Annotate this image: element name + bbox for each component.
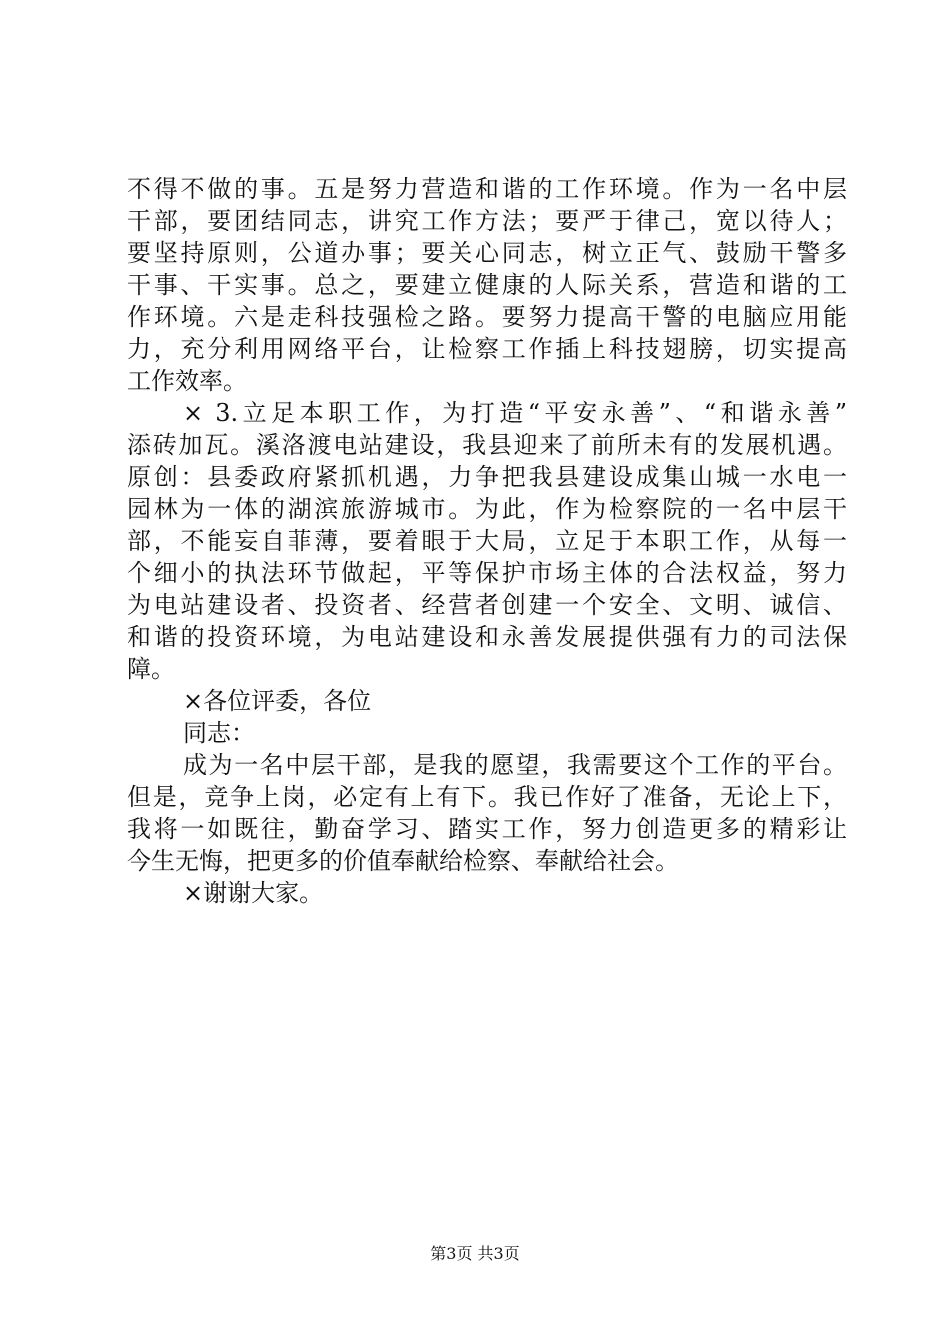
text-line: 干部，要团结同志，讲究工作方法；要严于律己，宽以待人； bbox=[127, 207, 847, 235]
text-line: 障。 bbox=[127, 655, 175, 683]
body-text bbox=[127, 173, 847, 909]
text-line: 要坚持原则，公道办事；要关心同志，树立正气、鼓励干警多 bbox=[127, 239, 847, 267]
text-line: 我将一如既往，勤奋学习、踏实工作，努力创造更多的精彩让 bbox=[127, 815, 847, 843]
text-line: 添砖加瓦。溪洛渡电站建设，我县迎来了前所未有的发展机遇。 bbox=[127, 431, 847, 459]
text-line: × 3.立足本职工作，为打造“平安永善”、“和谐永善” bbox=[183, 399, 847, 427]
text-line: 力，充分利用网络平台，让检察工作插上科技翅膀，切实提高 bbox=[127, 335, 847, 363]
text-line: 和谐的投资环境，为电站建设和永善发展提供强有力的司法保 bbox=[127, 623, 847, 651]
text-line: 部，不能妄自菲薄，要着眼于大局，立足于本职工作，从每一 bbox=[127, 527, 847, 555]
text-line: 原创：县委政府紧抓机遇，力争把我县建设成集山城一水电一 bbox=[127, 463, 847, 491]
text-line: 个细小的执法环节做起，平等保护市场主体的合法权益，努力 bbox=[127, 559, 847, 587]
text-line: 不得不做的事。五是努力营造和谐的工作环境。作为一名中层 bbox=[127, 175, 847, 203]
text-line: ×谢谢大家。 bbox=[183, 879, 324, 907]
text-line: 作环境。六是走科技强检之路。要努力提高干警的电脑应用能 bbox=[127, 303, 847, 331]
text-line: 今生无悔，把更多的价值奉献给检察、奉献给社会。 bbox=[127, 847, 679, 875]
text-line: 工作效率。 bbox=[127, 367, 247, 395]
text-line: 为电站建设者、投资者、经营者创建一个安全、文明、诚信、 bbox=[127, 591, 847, 619]
text-line: 同志： bbox=[183, 719, 255, 747]
text-line: 园林为一体的湖滨旅游城市。为此，作为检察院的一名中层干 bbox=[127, 495, 847, 523]
text-line: 成为一名中层干部，是我的愿望，我需要这个工作的平台。 bbox=[183, 751, 847, 779]
text-line: 但是，竞争上岗，必定有上有下。我已作好了准备，无论上下， bbox=[127, 783, 847, 811]
page-footer: 第3页 共3页 bbox=[430, 1244, 520, 1263]
text-line: 干事、干实事。总之，要建立健康的人际关系，营造和谐的工 bbox=[127, 271, 847, 299]
text-line: ×各位评委，各位 bbox=[183, 687, 372, 715]
